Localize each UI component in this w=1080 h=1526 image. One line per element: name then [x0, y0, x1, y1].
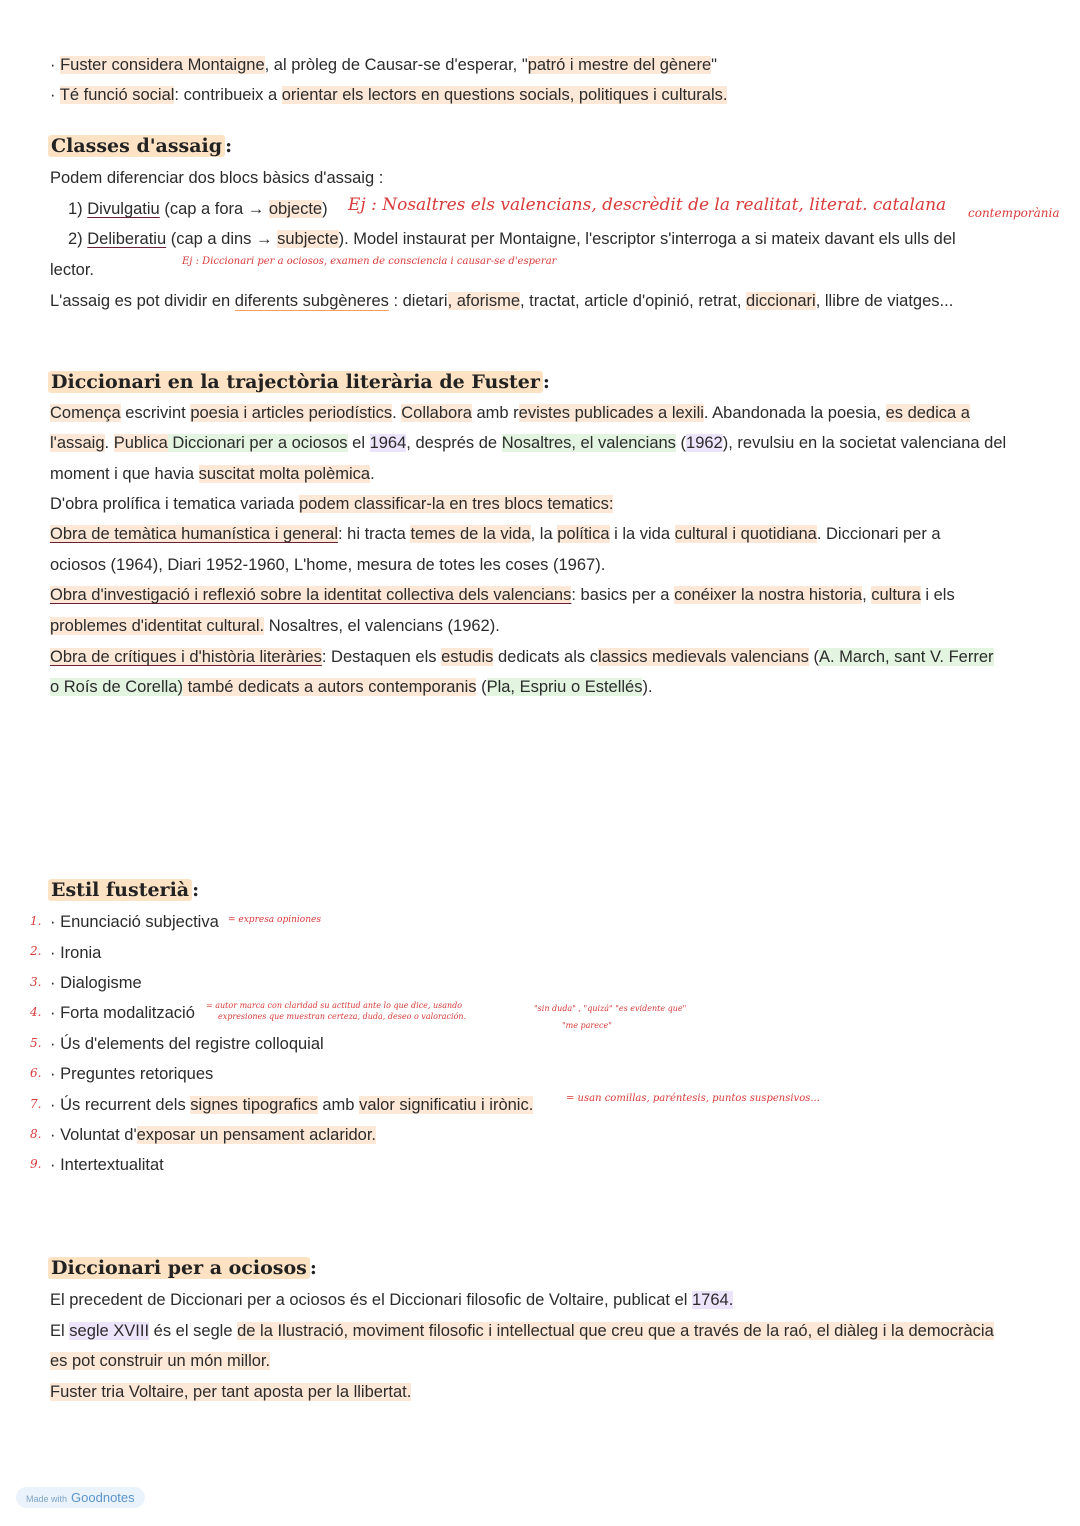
estil-heading: Estil fusterià : — [48, 877, 199, 903]
trajectoria-p1: Comença escrivint poesia i articles periodístics. Collabora amb revistes publicades a lexili. Abandonada la poesia, es dedica a — [50, 404, 970, 422]
trajectoria-p10: o Roís de Corella) també dedicats a autors contemporanis (Pla, Espriu o Estellés). — [50, 678, 653, 696]
ociosos-p1: El precedent de Diccionari per a ociosos és el Diccionari filosofic de Voltaire, publicat el 1764. — [50, 1291, 734, 1309]
classes-item-1: 1) Divulgatiu (cap a fora → objecte) — [68, 200, 328, 218]
estil-item-1: · Enunciació subjectiva — [50, 913, 219, 931]
trajectoria-p4: D'obra prolífica i tematica variada podem classificar-la en tres blocs tematics: — [50, 495, 614, 513]
estil-num-3: 3. — [30, 975, 42, 989]
classes-intro: Podem diferenciar dos blocs bàsics d'assaig : — [50, 169, 384, 187]
intro-line-1: · Fuster considera Montaigne, al pròleg de Causar-se d'esperar, "patró i mestre del gènere" — [50, 56, 717, 74]
handwritten-note-divulgatiu-2: contemporània — [968, 206, 1060, 220]
trajectoria-p8: problemes d'identitat cultural. Nosaltres, el valencians (1962). — [50, 617, 500, 635]
handwritten-note-signes: = usan comillas, paréntesis, puntos suspensivos... — [566, 1093, 820, 1104]
trajectoria-p3: moment i que havia suscitat molta polèmica. — [50, 465, 375, 483]
estil-num-8: 8. — [30, 1127, 42, 1141]
ociosos-p4: Fuster tria Voltaire, per tant aposta per la llibertat. — [50, 1383, 412, 1401]
goodnotes-badge: Made with Goodnotes — [16, 1487, 145, 1508]
trajectoria-p9: Obra de crítiques i d'història literàries: Destaquen els estudis dedicats als classics medievals valencians (A. March, sant V. Ferrer — [50, 648, 994, 666]
ociosos-p3: es pot construir un món millor. — [50, 1352, 271, 1370]
handwritten-note-modalitzacio-1: = autor marca con claridad su actitud ante lo que dice, usando — [206, 1001, 463, 1010]
estil-item-8: · Voluntat d'exposar un pensament aclaridor. — [50, 1126, 377, 1144]
intro-line-2: · Té funció social: contribueix a orientar els lectors en questions socials, politiques i culturals. — [50, 86, 728, 104]
classes-heading: Classes d'assaig : — [48, 133, 232, 159]
handwritten-note-modalitzacio-3: "sin duda" , "quizá" "es evidente que" — [534, 1004, 687, 1013]
handwritten-note-modalitzacio-4: "me parece" — [562, 1021, 612, 1030]
estil-item-5: · Ús d'elements del registre colloquial — [50, 1035, 324, 1053]
trajectoria-p2: l'assaig. Publica Diccionari per a ociosos el 1964, després de Nosaltres, el valencians (1962), revulsiu en la societat valenciana del — [50, 434, 1007, 452]
ociosos-heading: Diccionari per a ociosos : — [48, 1255, 317, 1281]
classes-item-2-cont: lector. — [50, 261, 95, 279]
estil-item-6: · Preguntes retoriques — [50, 1065, 214, 1083]
ociosos-p2: El segle XVIII és el segle de la Ilustració, moviment filosofic i intellectual que creu que a través de la raó, el diàleg i la democràcia — [50, 1322, 994, 1340]
trajectoria-p5: Obra de temàtica humanística i general: hi tracta temes de la vida, la política i la vida cultural i quotidiana. Diccionari per a — [50, 525, 941, 543]
estil-num-7: 7. — [30, 1097, 42, 1111]
estil-num-4: 4. — [30, 1005, 42, 1019]
handwritten-note-divulgatiu: Ej : Nosaltres els valencians, descrèdit de la realitat, literat. catalana — [348, 195, 947, 215]
estil-num-1: 1. — [30, 914, 42, 928]
estil-num-6: 6. — [30, 1066, 42, 1080]
estil-item-7: · Ús recurrent dels signes tipografics amb valor significatiu i irònic. — [50, 1096, 534, 1114]
estil-item-4: · Forta modalització — [50, 1004, 195, 1022]
classes-item-2: 2) Deliberatiu (cap a dins → subjecte). Model instaurat per Montaigne, l'escriptor s'interroga a si mateix davant els ulls del — [68, 230, 956, 248]
estil-item-2: · Ironia — [50, 944, 102, 962]
estil-num-2: 2. — [30, 944, 42, 958]
estil-item-9: · Intertextualitat — [50, 1156, 164, 1174]
trajectoria-heading: Diccionari en la trajectòria literària de Fuster : — [48, 369, 550, 395]
estil-num-5: 5. — [30, 1036, 42, 1050]
handwritten-note-modalitzacio-2: expresiones que muestran certeza, duda, deseo o valoración. — [218, 1012, 467, 1021]
handwritten-note-enunciacio: = expresa opiniones — [228, 915, 321, 925]
trajectoria-p7: Obra d'investigació i reflexió sobre la identitat collectiva dels valencians: basics per a conéixer la nostra historia, cultura i els — [50, 586, 955, 604]
subgeneres-line: L'assaig es pot dividir en diferents subgèneres : dietari, aforisme, tractat, article d'opinió, retrat, diccionari, llibre de viatges... — [50, 292, 954, 310]
handwritten-note-deliberatiu: Ej : Diccionari per a ociosos, examen de consciencia i causar-se d'esperar — [182, 256, 557, 267]
trajectoria-p6: ociosos (1964), Diari 1952-1960, L'home, mesura de totes les coses (1967). — [50, 556, 606, 574]
estil-num-9: 9. — [30, 1157, 42, 1171]
estil-item-3: · Dialogisme — [50, 974, 142, 992]
